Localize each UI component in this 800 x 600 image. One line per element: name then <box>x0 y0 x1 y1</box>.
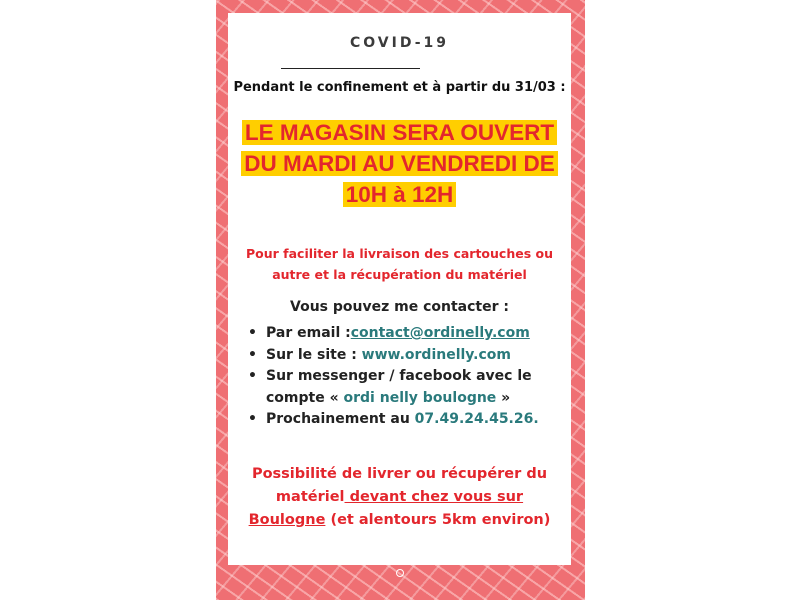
opening-hours-headline <box>236 117 563 210</box>
email-link[interactable]: contact@ordinelly.com <box>350 325 530 341</box>
offer-line-3a: Boulogne <box>248 512 326 528</box>
delivery-note-line-1: Pour faciliter la livraison des cartouches ou <box>246 246 553 261</box>
delivery-note-line-2: autre et la récupération du matériel <box>272 267 527 282</box>
list-item-phone <box>244 409 564 431</box>
phone-number[interactable]: 07.49.24.45.26. <box>414 411 539 427</box>
messenger-suffix: » <box>496 389 511 406</box>
headline-line-2: DU MARDI AU VENDREDI DE <box>241 151 557 176</box>
contact-list <box>244 323 564 431</box>
poster-title: COVID-19 <box>349 35 450 51</box>
offer-line-2a: matériel <box>275 489 345 505</box>
messenger-prefix: compte « <box>266 389 344 406</box>
site-link[interactable]: www.ordinelly.com <box>361 346 511 363</box>
offer-line-3b: (et alentours 5km environ) <box>325 512 551 528</box>
poster-card <box>228 13 571 565</box>
offer-line-2b: devant chez vous sur <box>344 489 524 505</box>
headline-line-1: LE MAGASIN SERA OUVERT <box>242 120 557 145</box>
title-divider <box>281 68 420 69</box>
list-item-email <box>244 323 564 345</box>
headline-line-3: 10H à 12H <box>343 182 457 207</box>
poster-frame <box>216 0 585 600</box>
contact-title: Vous pouvez me contacter : <box>290 299 509 315</box>
messenger-account[interactable]: ordi nelly boulogne <box>343 389 497 406</box>
offer-line-1: Possibilité de livrer ou récupérer du <box>251 466 548 482</box>
carousel-dot[interactable] <box>396 569 404 577</box>
messenger-label: Sur messenger / facebook avec le <box>266 368 532 384</box>
phone-label: Prochainement au <box>266 411 415 427</box>
list-item-site <box>244 345 564 367</box>
intro-text: Pendant le confinement et à partir du 31/03 : <box>233 80 566 95</box>
delivery-note <box>228 243 571 285</box>
email-label: Par email : <box>266 325 351 341</box>
site-label: Sur le site : <box>266 346 362 363</box>
delivery-offer <box>228 463 571 532</box>
list-item-messenger <box>244 366 564 409</box>
